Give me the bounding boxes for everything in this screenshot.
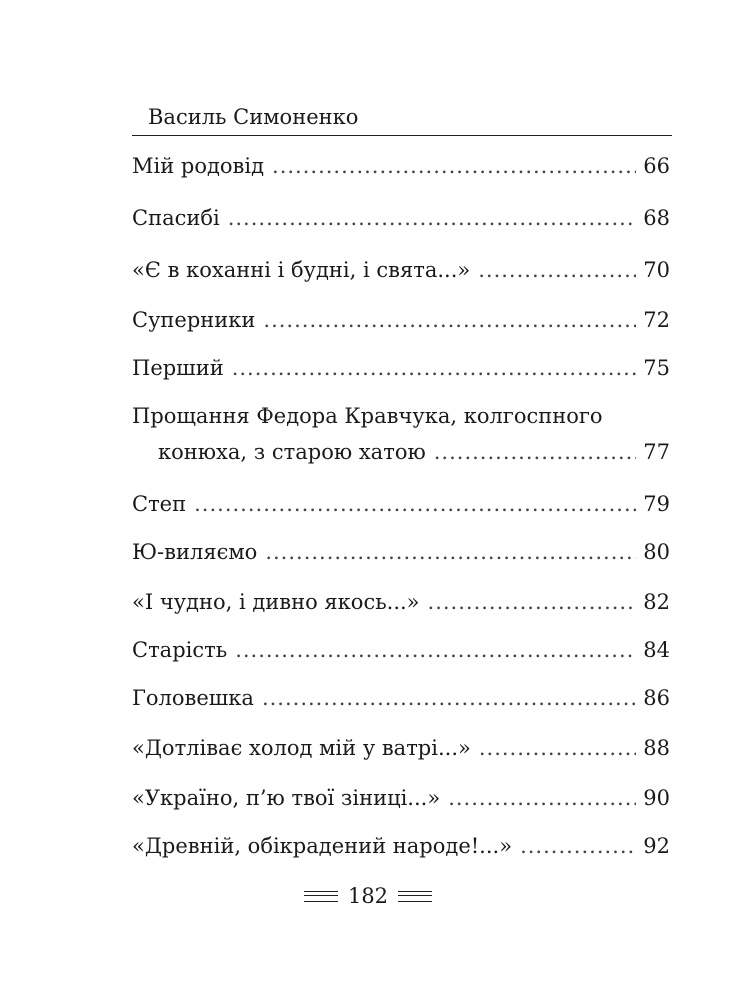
toc-entry-title-line2: конюха, з старою хатою: [158, 440, 426, 464]
leader-dots: [448, 784, 636, 812]
page-number: 182: [347, 884, 389, 908]
toc-entry: [132, 204, 670, 232]
leader-dots: [272, 152, 636, 180]
toc-entry-page: 66: [643, 154, 670, 178]
toc-entry-page: 75: [643, 356, 670, 380]
toc-entry-page: 92: [643, 834, 670, 858]
toc-entry: [132, 306, 670, 334]
toc-entry-title: Степ: [132, 492, 187, 516]
toc-entry-title: «Україно, п’ю твої зіниці...»: [132, 786, 441, 810]
toc-entry-page: 70: [643, 258, 670, 282]
leader-dots: [520, 832, 636, 860]
toc-entry: [132, 684, 670, 712]
toc-entry-title: Суперники: [132, 308, 256, 332]
leader-dots: [428, 588, 636, 616]
toc-entry-page: 80: [643, 540, 670, 564]
toc-entry-page: 86: [643, 686, 670, 710]
toc-entry-title: Старість: [132, 638, 228, 662]
page-footer: [0, 884, 736, 908]
toc-entry-title: «І чудно, і дивно якось...»: [132, 590, 420, 614]
toc-entry: [132, 588, 670, 616]
toc-entry-page: 77: [643, 440, 670, 464]
toc-entry: [132, 256, 670, 284]
toc-entry: [132, 354, 670, 382]
toc-entry-title-line1: Прощання Федора Кравчука, колгоспного: [132, 404, 603, 428]
toc-entry-page: 79: [643, 492, 670, 516]
toc-entry-title: «Дотліває холод мій у ватрі...»: [132, 736, 471, 760]
footer-ornament-right: [398, 891, 432, 902]
toc-entry-title: «Древній, обікрадений народе!...»: [132, 834, 513, 858]
leader-dots: [478, 256, 636, 284]
toc-entry: [132, 490, 670, 518]
toc-entry-line2: [132, 438, 670, 466]
toc-entry-page: 82: [643, 590, 670, 614]
toc-entry-title: Головешка: [132, 686, 254, 710]
header-author: Василь Симоненко: [148, 105, 359, 129]
footer-ornament-left: [304, 891, 338, 902]
toc-entry-title: «Є в коханні і будні, і свята...»: [132, 258, 471, 282]
toc-entry: [132, 538, 670, 566]
toc-entry-title: Мій родовід: [132, 154, 265, 178]
toc-entry: [132, 784, 670, 812]
leader-dots: [265, 538, 636, 566]
toc-entry: [132, 152, 670, 180]
leader-dots: [262, 684, 636, 712]
leader-dots: [263, 306, 636, 334]
toc-entry-page: 68: [643, 206, 670, 230]
leader-dots: [232, 354, 636, 382]
toc-entry-title: Спасибі: [132, 206, 220, 230]
toc-entry-page: 84: [643, 638, 670, 662]
leader-dots: [479, 734, 636, 762]
leader-dots: [228, 204, 636, 232]
toc-entry-title: Перший: [132, 356, 224, 380]
toc-entry: [132, 832, 670, 860]
toc-entry-page: 88: [643, 736, 670, 760]
toc-entry-page: 90: [643, 786, 670, 810]
running-header: [132, 104, 672, 136]
leader-dots: [235, 636, 636, 664]
leader-dots: [194, 490, 636, 518]
toc-entry: [132, 636, 670, 664]
leader-dots: [434, 438, 636, 466]
toc-entry-multiline: [132, 402, 670, 466]
toc-entry: [132, 734, 670, 762]
toc-entry-title: Ю-виляємо: [132, 540, 258, 564]
toc-entry-page: 72: [643, 308, 670, 332]
